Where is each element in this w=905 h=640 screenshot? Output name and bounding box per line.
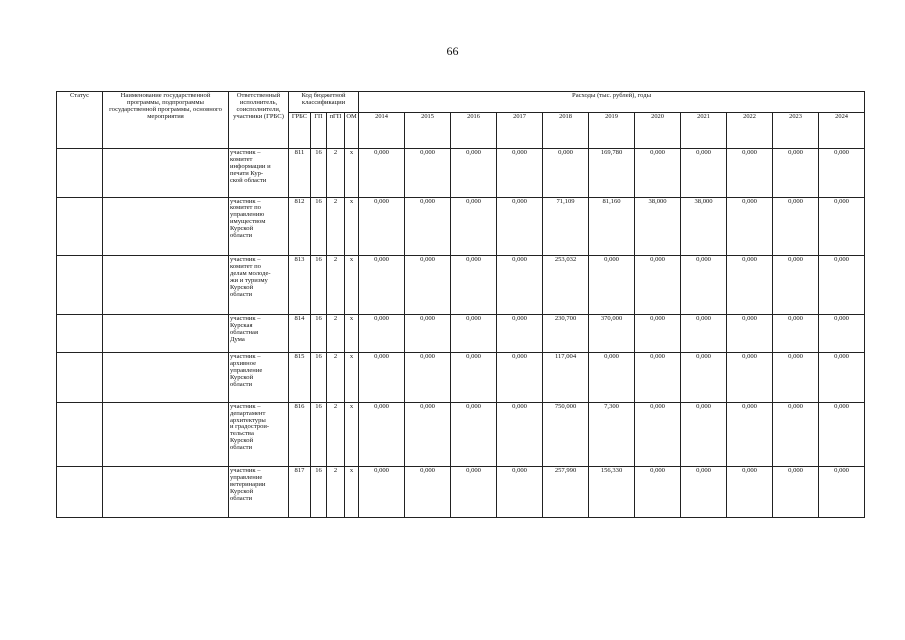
value-cell: 0,000: [727, 256, 773, 315]
value-cell: 117,004: [543, 353, 589, 403]
om-cell: х: [345, 197, 359, 256]
grbs-cell: 813: [289, 256, 311, 315]
value-cell: 0,000: [451, 197, 497, 256]
pgp-cell: 2: [327, 467, 345, 518]
gp-cell: 16: [311, 197, 327, 256]
header-year: 2014: [359, 113, 405, 149]
value-cell: 0,000: [359, 314, 405, 352]
header-year: 2018: [543, 113, 589, 149]
value-cell: 0,000: [635, 402, 681, 467]
value-cell: 0,000: [635, 149, 681, 198]
value-cell: 0,000: [635, 314, 681, 352]
value-cell: 0,000: [635, 353, 681, 403]
om-cell: х: [345, 256, 359, 315]
header-year: 2015: [405, 113, 451, 149]
header-year: 2021: [681, 113, 727, 149]
value-cell: 0,000: [635, 256, 681, 315]
value-cell: 0,000: [497, 197, 543, 256]
om-cell: х: [345, 353, 359, 403]
value-cell: 0,000: [773, 353, 819, 403]
status-cell: [57, 467, 103, 518]
value-cell: 0,000: [359, 402, 405, 467]
value-cell: 0,000: [451, 353, 497, 403]
value-cell: 750,000: [543, 402, 589, 467]
value-cell: 0,000: [359, 149, 405, 198]
om-cell: х: [345, 149, 359, 198]
header-code-3: ОМ: [345, 113, 359, 149]
value-cell: 0,000: [497, 402, 543, 467]
participant-cell: участник – архивное управление Курской области: [229, 353, 289, 403]
value-cell: 0,000: [727, 197, 773, 256]
value-cell: 0,000: [497, 353, 543, 403]
value-cell: 0,000: [451, 467, 497, 518]
grbs-cell: 814: [289, 314, 311, 352]
value-cell: 0,000: [681, 467, 727, 518]
value-cell: 0,000: [819, 197, 865, 256]
header-year: 2024: [819, 113, 865, 149]
value-cell: 0,000: [819, 149, 865, 198]
status-cell: [57, 256, 103, 315]
value-cell: 0,000: [773, 256, 819, 315]
name-cell: [103, 314, 229, 352]
value-cell: 0,000: [405, 149, 451, 198]
header-year: 2019: [589, 113, 635, 149]
value-cell: 0,000: [359, 467, 405, 518]
grbs-cell: 817: [289, 467, 311, 518]
pgp-cell: 2: [327, 256, 345, 315]
value-cell: 257,990: [543, 467, 589, 518]
value-cell: 253,032: [543, 256, 589, 315]
header-code-1: ГП: [311, 113, 327, 149]
table-row: [57, 149, 865, 198]
value-cell: 156,330: [589, 467, 635, 518]
value-cell: 0,000: [359, 197, 405, 256]
value-cell: 0,000: [773, 314, 819, 352]
value-cell: 0,000: [819, 256, 865, 315]
participant-cell: участник – Курская областная Дума: [229, 314, 289, 352]
header-year: 2022: [727, 113, 773, 149]
name-cell: [103, 256, 229, 315]
value-cell: 0,000: [405, 197, 451, 256]
value-cell: 0,000: [359, 353, 405, 403]
name-cell: [103, 197, 229, 256]
participant-cell: участник – комитет по управлению имуществом Курской области: [229, 197, 289, 256]
value-cell: 0,000: [819, 314, 865, 352]
table-row: [57, 353, 865, 403]
om-cell: х: [345, 402, 359, 467]
header-year: 2017: [497, 113, 543, 149]
participant-cell: участник – департамент архитектуры и градострои- тельства Курской области: [229, 402, 289, 467]
header-expenses: Расходы (тыс. рублей), годы: [359, 92, 865, 113]
value-cell: 38,000: [635, 197, 681, 256]
header-responsible: Ответственный исполнитель, соисполнители, участники (ГРБС): [229, 92, 289, 149]
value-cell: 0,000: [405, 402, 451, 467]
value-cell: 0,000: [497, 149, 543, 198]
pgp-cell: 2: [327, 402, 345, 467]
value-cell: 0,000: [451, 256, 497, 315]
grbs-cell: 815: [289, 353, 311, 403]
table-row: [57, 402, 865, 467]
table-row: [57, 314, 865, 352]
table-row: [57, 197, 865, 256]
value-cell: 0,000: [635, 467, 681, 518]
name-cell: [103, 149, 229, 198]
value-cell: 38,000: [681, 197, 727, 256]
header-code-0: ГРБС: [289, 113, 311, 149]
grbs-cell: 811: [289, 149, 311, 198]
header-status: Статус: [57, 92, 103, 149]
om-cell: х: [345, 314, 359, 352]
header-year: 2023: [773, 113, 819, 149]
grbs-cell: 816: [289, 402, 311, 467]
value-cell: 0,000: [773, 197, 819, 256]
value-cell: 0,000: [681, 402, 727, 467]
value-cell: 0,000: [819, 402, 865, 467]
value-cell: 81,160: [589, 197, 635, 256]
value-cell: 0,000: [497, 314, 543, 352]
value-cell: 0,000: [497, 467, 543, 518]
value-cell: 71,109: [543, 197, 589, 256]
gp-cell: 16: [311, 149, 327, 198]
table-row: [57, 467, 865, 518]
value-cell: 0,000: [451, 314, 497, 352]
value-cell: 0,000: [451, 402, 497, 467]
header-name: Наименование государственной программы, подпрограммы государственной программы, основного мероприятия: [103, 92, 229, 149]
value-cell: 0,000: [773, 149, 819, 198]
value-cell: 0,000: [727, 314, 773, 352]
om-cell: х: [345, 467, 359, 518]
status-cell: [57, 314, 103, 352]
gp-cell: 16: [311, 467, 327, 518]
value-cell: 0,000: [681, 149, 727, 198]
gp-cell: 16: [311, 402, 327, 467]
value-cell: 0,000: [405, 353, 451, 403]
pgp-cell: 2: [327, 353, 345, 403]
value-cell: 0,000: [451, 149, 497, 198]
pgp-cell: 2: [327, 314, 345, 352]
value-cell: 169,780: [589, 149, 635, 198]
value-cell: 0,000: [359, 256, 405, 315]
participant-cell: участник – управление ветеринарии Курской области: [229, 467, 289, 518]
value-cell: 7,300: [589, 402, 635, 467]
header-budget-code: Код бюджетной классификации: [289, 92, 359, 113]
value-cell: 0,000: [589, 353, 635, 403]
value-cell: 370,000: [589, 314, 635, 352]
name-cell: [103, 402, 229, 467]
header-year: 2016: [451, 113, 497, 149]
value-cell: 0,000: [589, 256, 635, 315]
gp-cell: 16: [311, 314, 327, 352]
participant-cell: участник – комитет по делам молоде- жи и туризму Курской области: [229, 256, 289, 315]
pgp-cell: 2: [327, 197, 345, 256]
value-cell: 0,000: [727, 149, 773, 198]
value-cell: 0,000: [497, 256, 543, 315]
name-cell: [103, 353, 229, 403]
status-cell: [57, 353, 103, 403]
value-cell: 0,000: [681, 314, 727, 352]
value-cell: 0,000: [727, 402, 773, 467]
name-cell: [103, 467, 229, 518]
value-cell: 0,000: [681, 353, 727, 403]
value-cell: 0,000: [773, 467, 819, 518]
gp-cell: 16: [311, 353, 327, 403]
value-cell: 0,000: [773, 402, 819, 467]
value-cell: 0,000: [727, 467, 773, 518]
page-number: 66: [446, 44, 459, 58]
status-cell: [57, 197, 103, 256]
value-cell: 0,000: [819, 467, 865, 518]
value-cell: 0,000: [543, 149, 589, 198]
header-year: 2020: [635, 113, 681, 149]
gp-cell: 16: [311, 256, 327, 315]
participant-cell: участник – комитет информации и печати Кур- ской области: [229, 149, 289, 198]
pgp-cell: 2: [327, 149, 345, 198]
value-cell: 0,000: [681, 256, 727, 315]
status-cell: [57, 402, 103, 467]
header-code-2: пГП: [327, 113, 345, 149]
value-cell: 230,700: [543, 314, 589, 352]
status-cell: [57, 149, 103, 198]
budget-table: [56, 91, 865, 518]
value-cell: 0,000: [405, 467, 451, 518]
value-cell: 0,000: [405, 256, 451, 315]
value-cell: 0,000: [819, 353, 865, 403]
grbs-cell: 812: [289, 197, 311, 256]
value-cell: 0,000: [405, 314, 451, 352]
table-row: [57, 256, 865, 315]
value-cell: 0,000: [727, 353, 773, 403]
